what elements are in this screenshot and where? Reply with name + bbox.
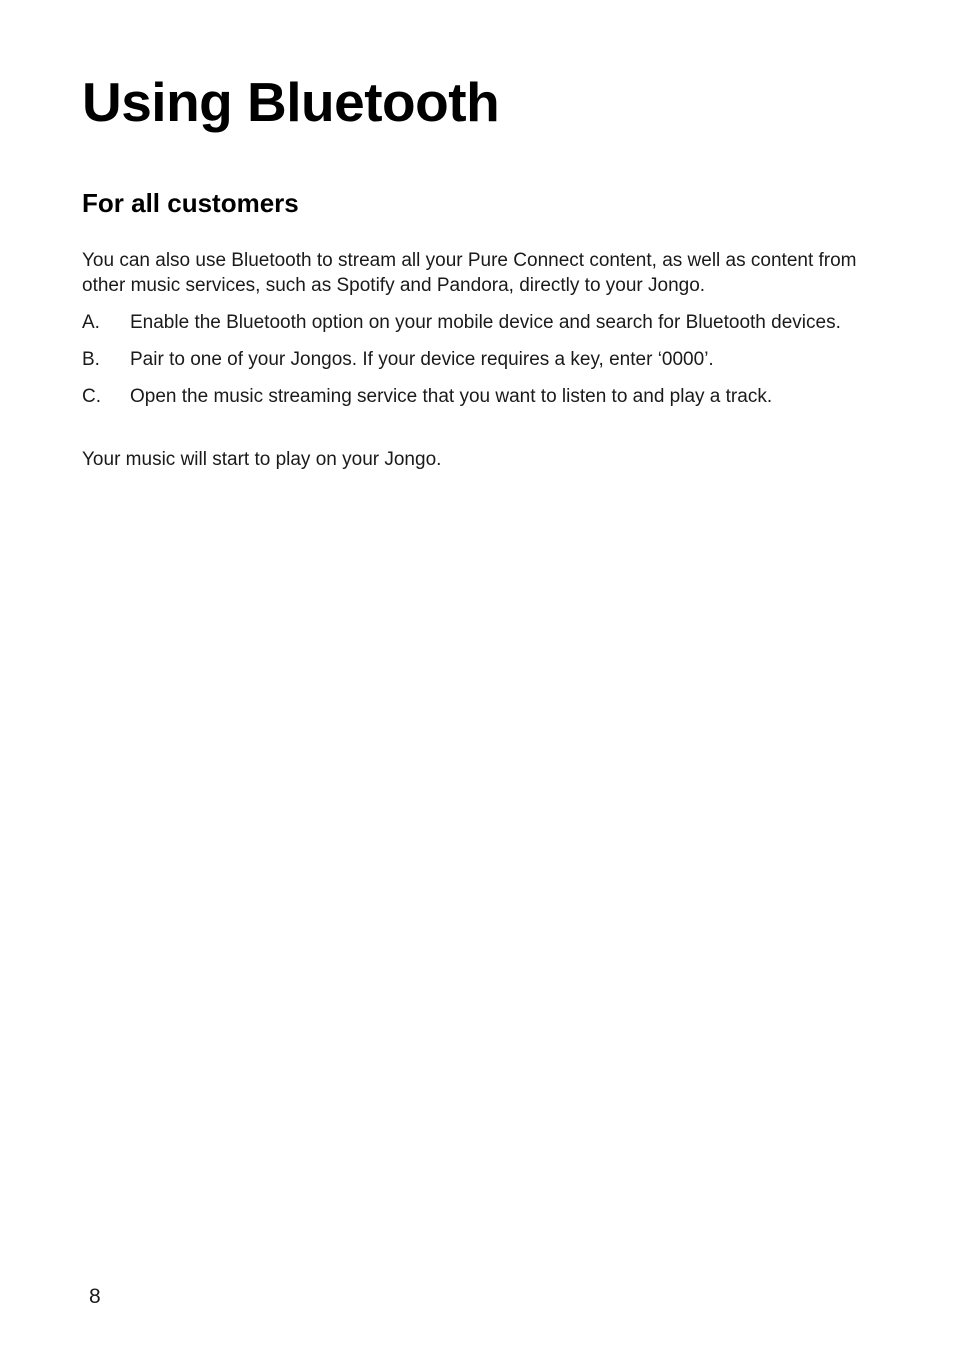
closing-paragraph: Your music will start to play on your Jongo.	[82, 449, 442, 470]
step-marker: B.	[82, 349, 100, 370]
step-text: Pair to one of your Jongos. If your device requires a key, enter ‘0000’.	[130, 349, 714, 370]
step-item-c	[82, 384, 872, 409]
section-heading: For all customers	[82, 188, 299, 218]
page-title: Using Bluetooth	[82, 71, 500, 133]
steps-list	[82, 310, 872, 421]
intro-paragraph: You can also use Bluetooth to stream all your Pure Connect content, as well as content from other music services, such as Spotify and Pandora, directly to your Jongo.	[82, 250, 857, 296]
page-number: 8	[89, 1285, 101, 1308]
step-item-b	[82, 347, 872, 372]
step-text: Open the music streaming service that you want to listen to and play a track.	[130, 386, 773, 407]
step-marker: C.	[82, 386, 101, 407]
step-item-a	[82, 310, 872, 335]
step-marker: A.	[82, 312, 100, 333]
step-text: Enable the Bluetooth option on your mobile device and search for Bluetooth devices.	[130, 312, 841, 333]
